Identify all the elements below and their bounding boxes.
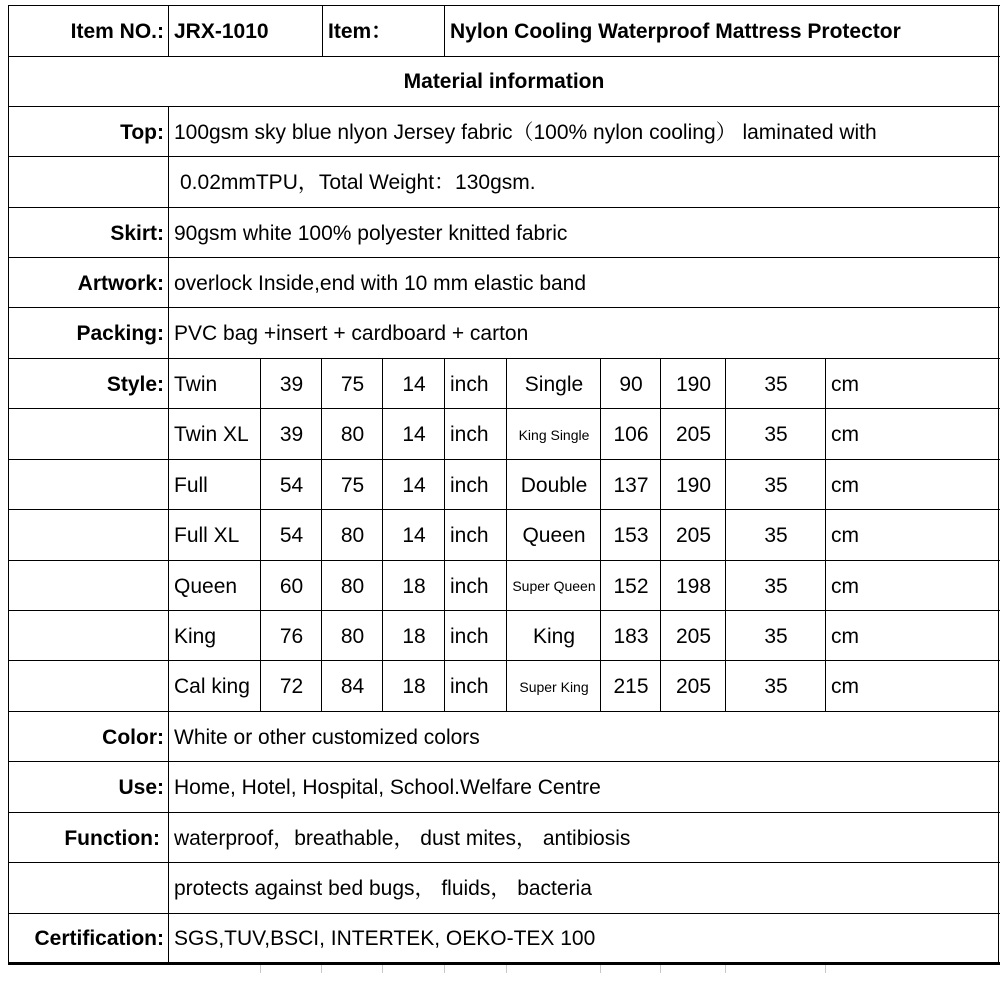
size-eu-depth: 35 xyxy=(764,473,788,497)
size-eu-depth: 35 xyxy=(764,624,788,648)
size-eu-depth: 35 xyxy=(764,423,788,446)
size-us-unit: inch xyxy=(450,574,489,598)
function-value-line1: waterproof，breathable， dust mites， antibiosis xyxy=(174,826,631,850)
size-us-unit: inch xyxy=(450,423,489,446)
size-eu-unit: cm xyxy=(831,372,859,396)
size-eu-length: 205 xyxy=(675,524,712,547)
size-us-name: Twin XL xyxy=(174,423,249,446)
use-label: Use: xyxy=(118,776,164,799)
size-eu-width: 137 xyxy=(613,473,649,497)
size-eu-name: Super King xyxy=(519,678,589,695)
size-us-width: 60 xyxy=(279,574,304,598)
size-us-depth: 14 xyxy=(402,372,426,396)
size-eu-depth: 35 xyxy=(764,574,788,598)
size-eu-width: 90 xyxy=(619,372,643,396)
section-title: Material information xyxy=(403,70,605,93)
size-us-depth: 14 xyxy=(402,524,426,547)
size-eu-depth: 35 xyxy=(764,524,788,547)
size-us-width: 76 xyxy=(279,624,304,648)
artwork-value: overlock Inside,end with 10 mm elastic band xyxy=(174,271,587,295)
size-eu-width: 106 xyxy=(613,423,649,446)
size-us-unit: inch xyxy=(450,473,489,497)
size-us-depth: 18 xyxy=(402,675,426,698)
size-eu-width: 152 xyxy=(613,574,649,598)
size-us-length: 80 xyxy=(340,624,365,648)
size-eu-name: Single xyxy=(524,372,584,396)
size-us-length: 75 xyxy=(340,372,365,396)
size-us-unit: inch xyxy=(450,624,489,648)
size-us-length: 80 xyxy=(340,524,365,547)
size-eu-name: Double xyxy=(520,473,588,497)
size-eu-width: 153 xyxy=(613,524,649,547)
size-eu-length: 190 xyxy=(675,473,712,497)
size-eu-unit: cm xyxy=(831,624,859,648)
size-eu-length: 205 xyxy=(675,675,712,698)
size-us-length: 75 xyxy=(340,473,365,497)
size-us-name: Queen xyxy=(174,574,238,598)
size-eu-name: Super Queen xyxy=(512,578,596,594)
top-value-line2: 0.02mmTPU，Total Weight：130gsm. xyxy=(180,170,536,194)
skirt-value: 90gsm white 100% polyester knitted fabric xyxy=(174,221,568,245)
size-us-name: Cal king xyxy=(174,675,250,698)
use-value: Home, Hotel, Hospital, School.Welfare Centre xyxy=(174,776,601,799)
size-eu-width: 215 xyxy=(613,675,649,698)
size-us-length: 84 xyxy=(340,675,365,698)
size-us-name: King xyxy=(174,624,217,648)
size-eu-depth: 35 xyxy=(764,372,788,396)
size-us-width: 39 xyxy=(279,372,304,396)
size-eu-name: Queen xyxy=(522,524,586,547)
size-eu-name: King Single xyxy=(518,426,590,443)
size-eu-unit: cm xyxy=(831,423,859,446)
size-us-name: Twin xyxy=(174,372,218,396)
certification-value: SGS,TUV,BSCI, INTERTEK, OEKO-TEX 100 xyxy=(174,927,596,950)
size-us-depth: 14 xyxy=(402,473,426,497)
size-eu-unit: cm xyxy=(831,675,859,698)
item-label: Item： xyxy=(328,19,393,43)
size-us-name: Full xyxy=(174,473,208,497)
top-value-line1: 100gsm sky blue nlyon Jersey fabric（100% nylon cooling） laminated with xyxy=(174,120,877,144)
function-value-line2: protects against bed bugs， fluids， bacteria xyxy=(174,877,592,900)
size-eu-unit: cm xyxy=(831,574,859,598)
size-us-width: 39 xyxy=(279,423,304,446)
size-eu-width: 183 xyxy=(613,624,649,648)
size-us-unit: inch xyxy=(450,524,489,547)
size-eu-unit: cm xyxy=(831,473,859,497)
skirt-label: Skirt: xyxy=(110,221,164,245)
packing-value: PVC bag +insert + cardboard + carton xyxy=(174,321,529,345)
size-eu-depth: 35 xyxy=(764,675,788,698)
size-eu-length: 205 xyxy=(675,624,712,648)
function-label: Function: xyxy=(64,826,160,850)
size-us-width: 54 xyxy=(279,473,304,497)
size-eu-length: 190 xyxy=(675,372,712,396)
certification-label: Certification: xyxy=(34,927,164,950)
size-us-length: 80 xyxy=(340,574,365,598)
size-us-name: Full XL xyxy=(174,524,240,547)
size-us-length: 80 xyxy=(340,423,365,446)
packing-label: Packing: xyxy=(76,321,164,345)
size-eu-length: 205 xyxy=(675,423,712,446)
color-value: White or other customized colors xyxy=(174,725,480,749)
item-no-label: Item NO.: xyxy=(70,19,164,43)
item-value: Nylon Cooling Waterproof Mattress Protector xyxy=(450,19,901,43)
size-eu-unit: cm xyxy=(831,524,859,547)
color-label: Color: xyxy=(102,725,164,749)
size-us-unit: inch xyxy=(450,372,489,396)
size-us-width: 72 xyxy=(279,675,304,698)
size-us-unit: inch xyxy=(450,675,489,698)
size-us-depth: 14 xyxy=(402,423,426,446)
style-label: Style: xyxy=(106,372,164,396)
item-no-value: JRX-1010 xyxy=(174,19,269,43)
size-eu-length: 198 xyxy=(675,574,712,598)
size-us-width: 54 xyxy=(279,524,304,547)
top-label: Top: xyxy=(120,120,164,144)
artwork-label: Artwork: xyxy=(77,271,164,295)
size-eu-name: King xyxy=(532,624,576,648)
size-us-depth: 18 xyxy=(402,624,426,648)
size-us-depth: 18 xyxy=(402,574,426,598)
